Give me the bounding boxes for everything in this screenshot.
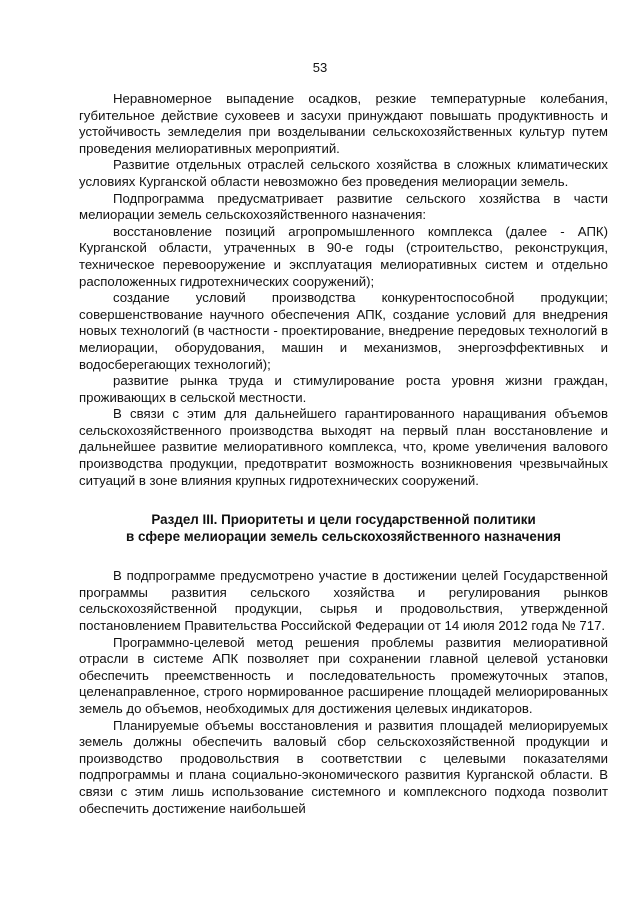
section-heading-line: Раздел III. Приоритеты и цели государственной политики: [151, 512, 536, 528]
list-item: создание условий производства конкурентоспособной продукции; совершенствование научного обеспечения АПК, создание условий для внедрения новых технологий (в частности - проектирование, внедрение передовых технологий в мелиорации, оборудования, машин и механизмов, энергоэффективных и водосберегающих технологий);: [79, 290, 608, 372]
paragraph: В подпрограмме предусмотрено участие в достижении целей Государственной программы развития сельского хозяйства и регулирования рынков сельскохозяйственной продукции, сырья и продовольствия, утвержденной постановлением Правительства Российской Федерации от 14 июля 2012 года № 717.: [79, 568, 608, 634]
list-item: восстановление позиций агропромышленного комплекса (далее - АПК) Курганской области, утраченных в 90-е годы (строительство, реконструкция, техническое перевооружение и эксплуатация мелиоративных систем и отдельно расположенных гидротехнических сооружений);: [79, 223, 608, 289]
paragraph: Неравномерное выпадение осадков, резкие температурные колебания, губительное действие суховеев и засухи принуждают повышать продуктивность и устойчивость земледелия при возделывании сельскохозяйственных культур путем проведения мелиоративных мероприятий.: [79, 91, 608, 156]
page-number: 53: [312, 60, 328, 75]
paragraph: Программно-целевой метод решения проблемы развития мелиоративной отрасли в системе АПК позволяет при сохранении главной целевой установки обеспечить преемственность и последовательность промежуточных этапов, целенаправленное, строго нормированное расширение площадей мелиорированных земель до объемов, необходимых для достижения целевых индикаторов.: [79, 634, 608, 716]
paragraph: В связи с этим для дальнейшего гарантированного наращивания объемов сельскохозяйственного производства выходят на первый план восстановление и дальнейшее развитие мелиоративного комплекса, что, кроме увеличения валового производства продукции, предотвратит возможность возникновения чрезвычайных ситуаций в зоне влияния крупных гидротехнических сооружений.: [79, 406, 608, 488]
section-heading-line: в сфере мелиорации земель сельскохозяйственного назначения: [126, 529, 561, 545]
paragraph: Подпрограмма предусматривает развитие сельского хозяйства в части мелиорации земель сельскохозяйственного назначения:: [79, 190, 608, 223]
document-body: [79, 91, 608, 817]
paragraph: Планируемые объемы восстановления и развития площадей мелиорируемых земель должны обеспечить валовый сбор сельскохозяйственной продукции и производство продовольствия в соответствии с целевыми показателями подпрограммы и плана социально-экономического развития Курганской области. В связи с этим лишь использование системного и комплексного подхода позволит обеспечить достижение наибольшей: [79, 717, 608, 816]
section-heading: [79, 511, 608, 545]
list-item: развитие рынка труда и стимулирование роста уровня жизни граждан, проживающих в сельской местности.: [79, 373, 608, 405]
paragraph: Развитие отдельных отраслей сельского хозяйства в сложных климатических условиях Курганской области невозможно без проведения мелиорации земель.: [79, 157, 608, 189]
